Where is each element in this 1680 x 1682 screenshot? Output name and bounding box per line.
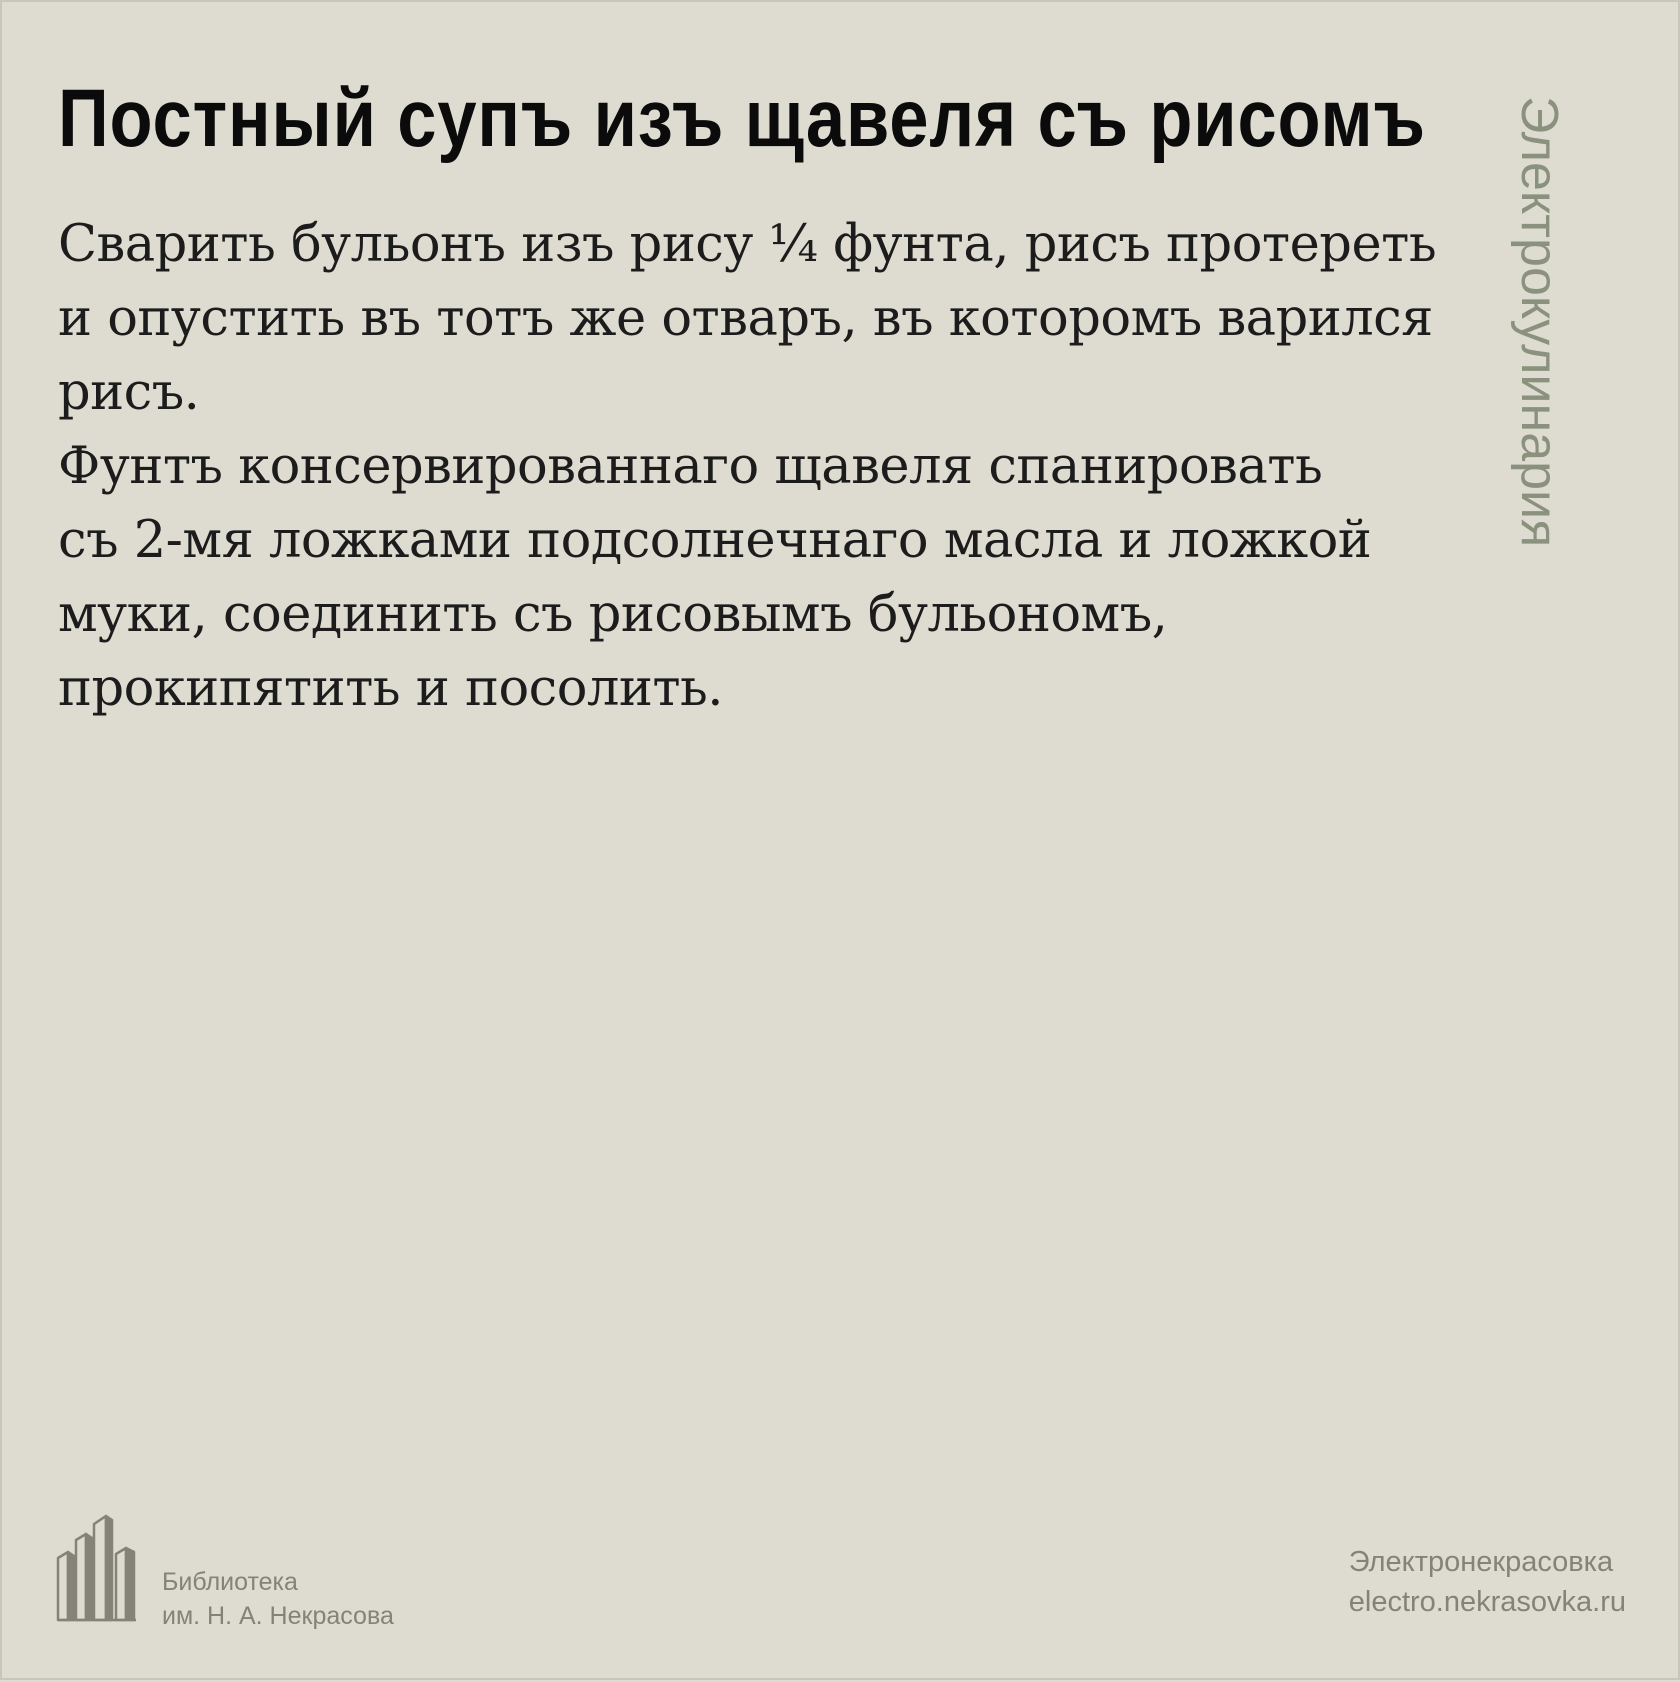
recipe-text xyxy=(58,208,1478,726)
site-url-link[interactable]: electro.nekrasovka.ru xyxy=(1348,1586,1626,1618)
site-info xyxy=(1349,1542,1626,1622)
recipe-title: Постный супъ изъ щавеля съ рисомъ xyxy=(58,73,1426,164)
recipe-card xyxy=(2,2,1680,1682)
library-name: Библиотека им. Н. А. Некрасова xyxy=(162,1568,394,1630)
series-label: Электрокулинария xyxy=(1510,96,1568,548)
site-name: Электронекрасовка xyxy=(1348,1546,1614,1578)
books-stack-icon xyxy=(56,1514,150,1622)
recipe-paragraph-1: Сварить бульонъ изъ рису ¼ фунта, рисъ протереть и опустить въ тотъ же отваръ, въ которомъ варился рисъ. xyxy=(58,215,1437,422)
recipe-paragraph-2: Фунтъ консервированнаго щавеля спанировать съ 2-мя ложками подсолнечнаго масла и ложкой муки, соединить съ рисовымъ бульономъ, прокипятить и посолить. xyxy=(58,437,1372,718)
